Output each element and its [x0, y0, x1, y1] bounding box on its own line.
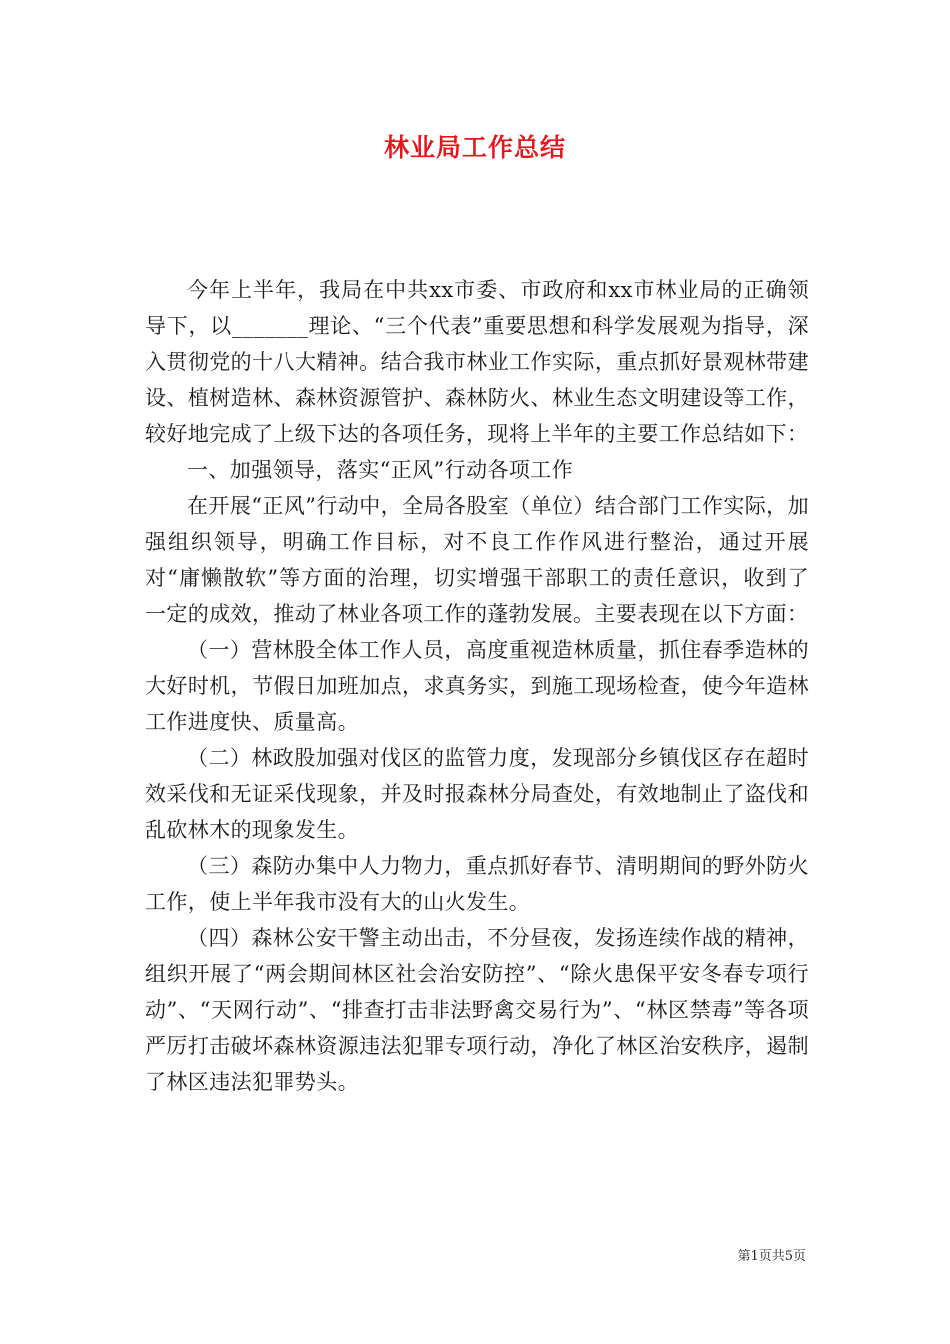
page-number-footer: 第1页共5页: [737, 1249, 806, 1264]
document-body: [145, 272, 809, 1100]
paragraph-item-2: （二）林政股加强对伐区的监管力度，发现部分乡镇伐区存在超时效采伐和无证采伐现象，并及时报森林分局查处，有效地制止了盗伐和乱砍林木的现象发生。: [145, 746, 809, 842]
paragraph-item-1: （一）营林股全体工作人员，高度重视造林质量，抓住春季造林的大好时机，节假日加班加点，求真务实，到施工现场检查，使今年造林工作进度快、质量高。: [145, 638, 809, 734]
section-heading-1: 一、加强领导，落实“正风”行动各项工作: [187, 458, 574, 482]
paragraph-section-1: 在开展“正风”行动中，全局各股室（单位）结合部门工作实际，加强组织领导，明确工作目标，对不良工作作风进行整治，通过开展对“庸懒散软”等方面的治理，切实增强干部职工的责任意识，收到了一定的成效，推动了林业各项工作的蓬勃发展。主要表现在以下方面：: [145, 494, 809, 626]
paragraph-item-4: （四）森林公安干警主动出击，不分昼夜，发扬连续作战的精神，组织开展了“两会期间林区社会治安防控”、“除火患保平安冬春专项行动”、“天网行动”、“排查打击非法野禽交易行为”、“林区禁毒”等各项严厉打击破坏森林资源违法犯罪专项行动，净化了林区治安秩序，遏制了林区违法犯罪势头。: [145, 926, 809, 1094]
paragraph-item-3: （三）森防办集中人力物力，重点抓好春节、清明期间的野外防火工作，使上半年我市没有大的山火发生。: [145, 854, 809, 914]
paragraph-intro: 今年上半年，我局在中共xx市委、市政府和xx市林业局的正确领导下，以_______理论、“三个代表”重要思想和科学发展观为指导，深入贯彻党的十八大精神。结合我市林业工作实际，重点抓好景观林带建设、植树造林、森林资源管护、森林防火、林业生态文明建设等工作，较好地完成了上级下达的各项任务，现将上半年的主要工作总结如下：: [145, 278, 809, 446]
document-title: 林业局工作总结: [383, 133, 566, 162]
